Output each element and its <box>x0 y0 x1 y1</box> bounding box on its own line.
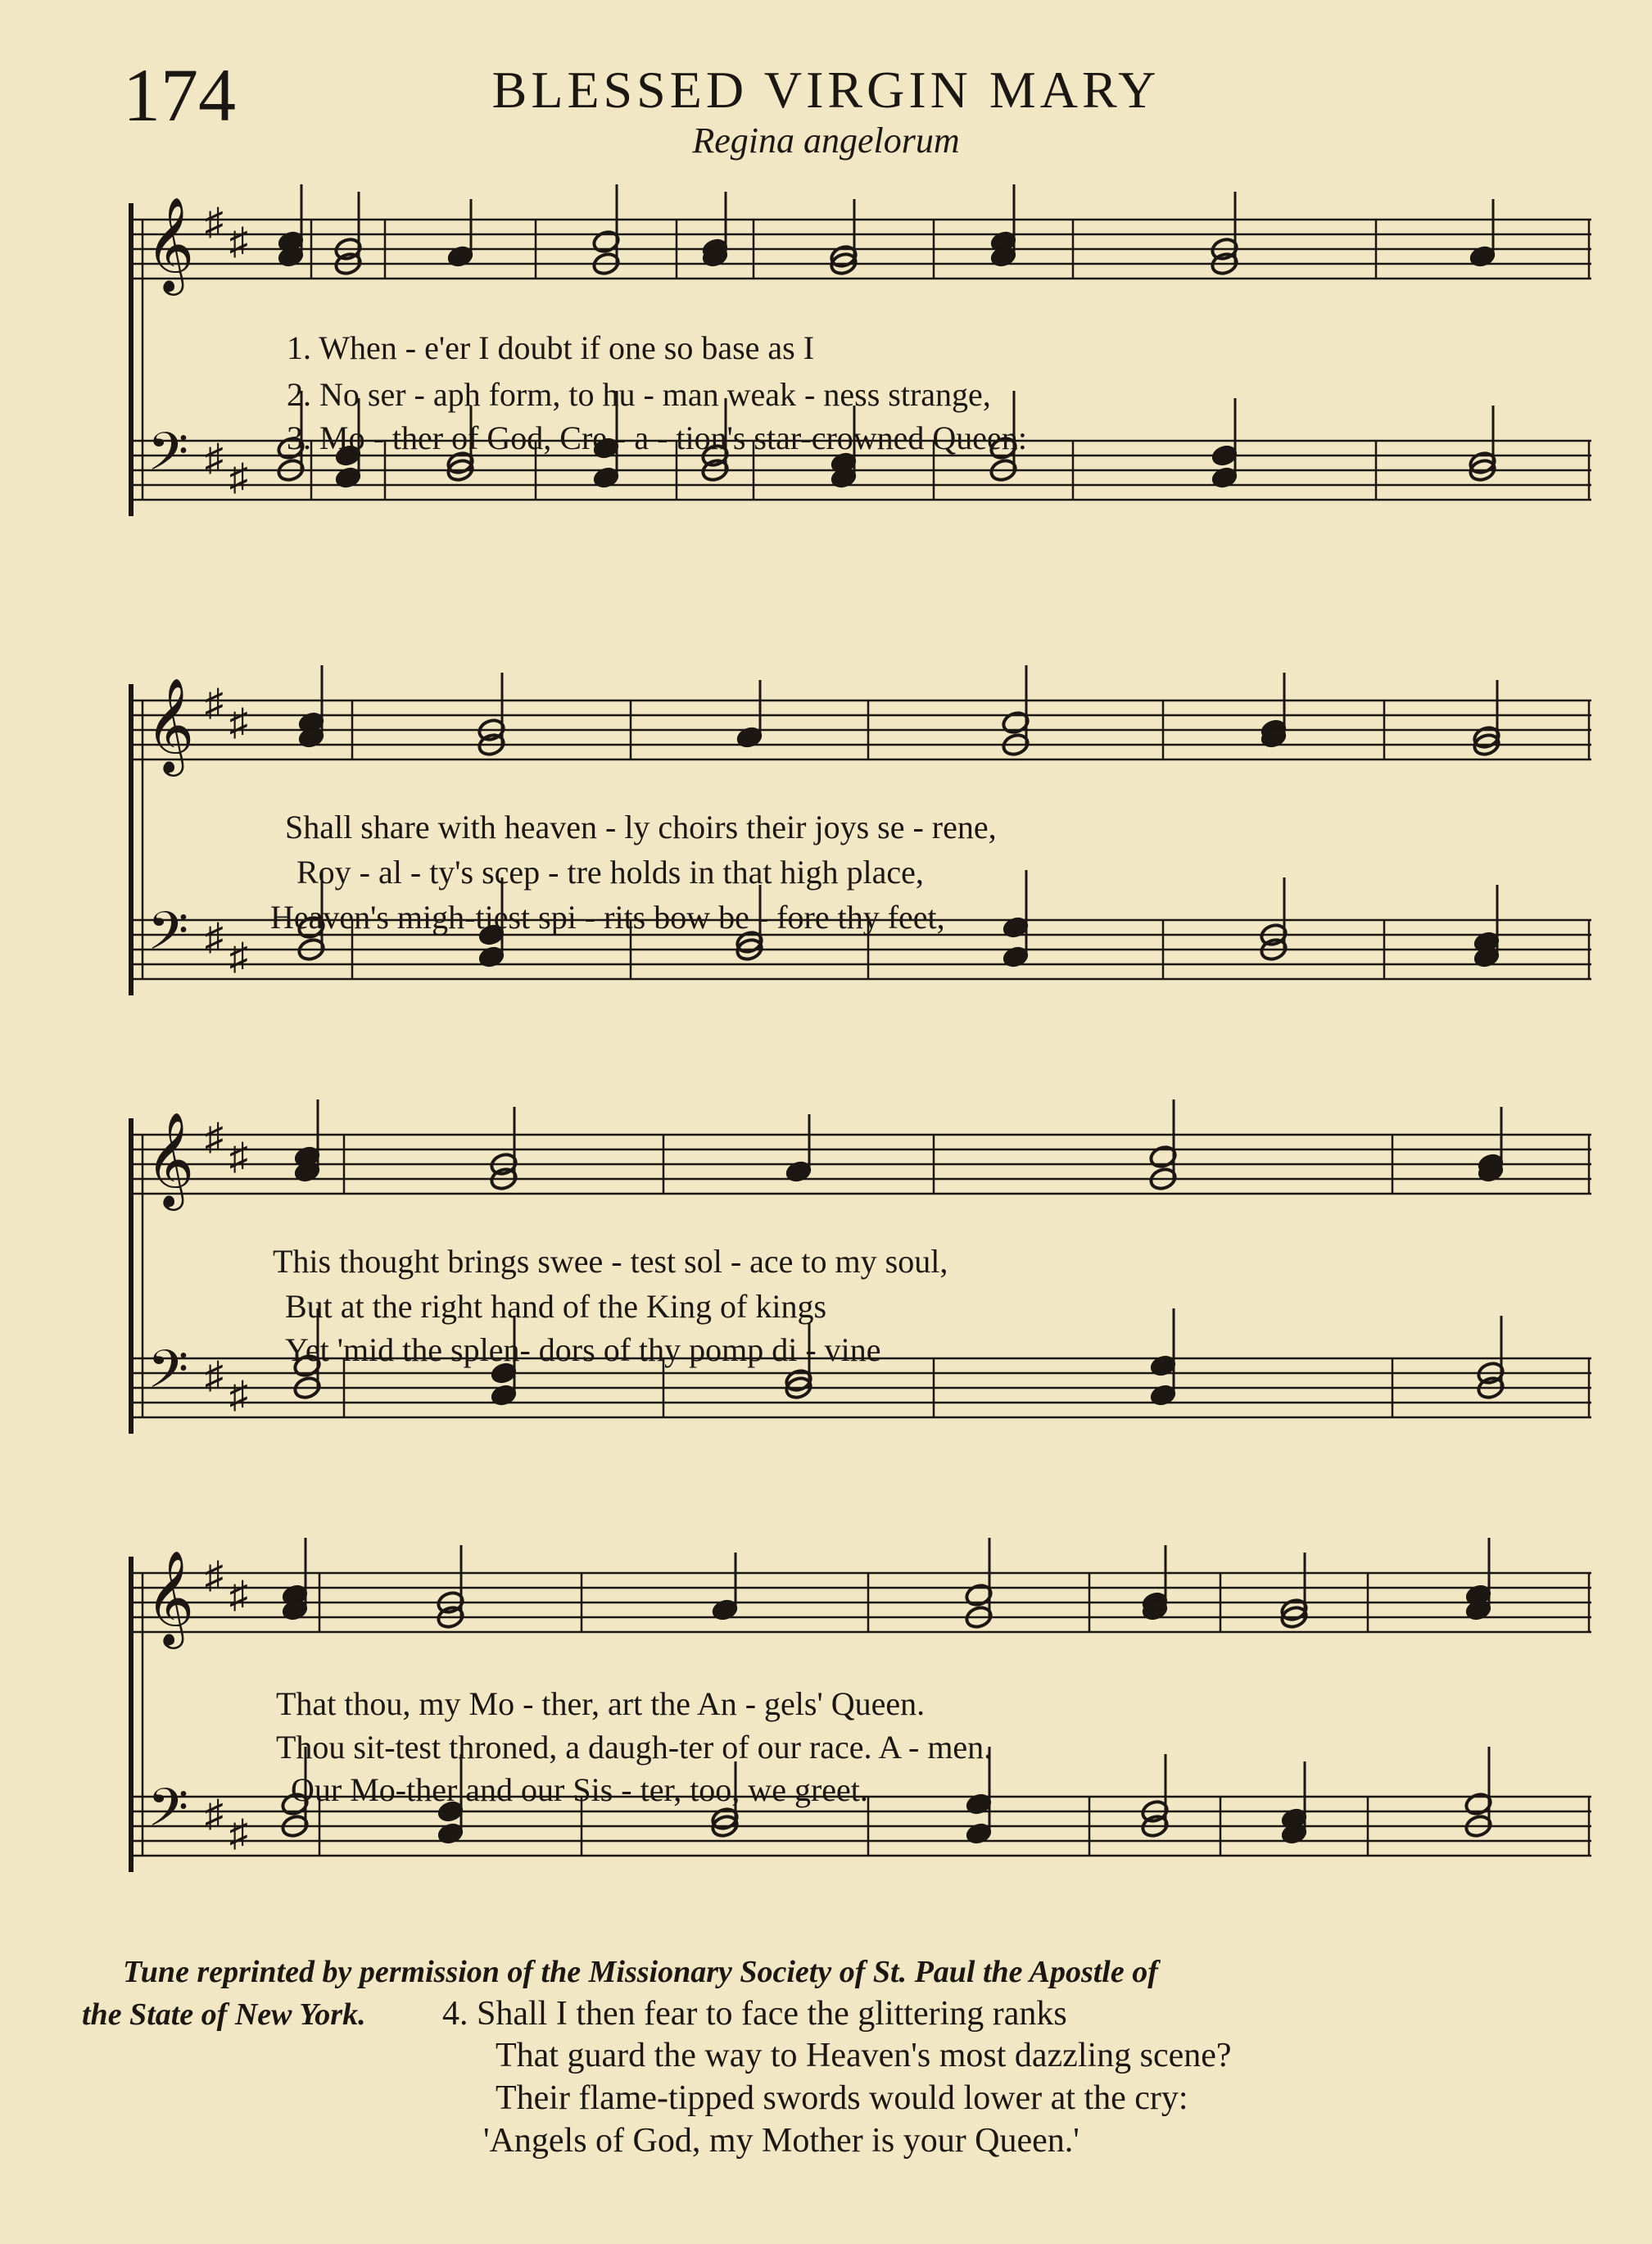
lyric-s2-v2: Roy - al - ty's scep - tre holds in that high place, <box>296 854 924 891</box>
hymn-subtitle: Regina angelorum <box>692 120 960 161</box>
sharp-icon: ♯ <box>205 1554 224 1596</box>
lyric-s3-v1: This thought brings swee - test sol - ace to my soul, <box>273 1243 948 1280</box>
sharp-icon: ♯ <box>205 201 224 243</box>
lyric-s2-v3: Heaven's migh-tiest spi - rits bow be - fore thy feet, <box>270 899 945 936</box>
bass-clef-icon: 𝄢 <box>147 422 189 496</box>
stanza4-line-3: Their flame-tipped swords would lower at the cry: <box>496 2079 1188 2117</box>
credit-line-1: Tune reprinted by permission of the Missionary Society of St. Paul the Apostle of <box>123 1955 1158 1989</box>
bass-clef-icon: 𝄢 <box>147 901 189 975</box>
sharp-icon: ♯ <box>205 1116 224 1158</box>
treble-clef-icon: 𝄞 <box>146 196 195 292</box>
sharp-icon: ♯ <box>205 1793 224 1834</box>
sharp-icon: ♯ <box>229 1136 248 1177</box>
sharp-icon: ♯ <box>229 936 248 977</box>
lyric-s3-v3: Yet 'mid the splen- dors of thy pomp di - vine <box>285 1331 881 1368</box>
sharp-icon: ♯ <box>205 682 224 723</box>
hymn-title: BLESSED VIRGIN MARY <box>491 61 1161 119</box>
sharp-icon: ♯ <box>229 456 248 498</box>
lyric-s1-v3: 3. Mo - ther of God, Cre - a - tion's star-crowned Queen: <box>287 419 1027 456</box>
treble-clef-icon: 𝄞 <box>146 1111 195 1207</box>
sharp-icon: ♯ <box>229 1812 248 1854</box>
bass-clef-icon: 𝄢 <box>147 1340 189 1413</box>
sharp-icon: ♯ <box>205 1354 224 1396</box>
stanza4-line-4: 'Angels of God, my Mother is your Queen.' <box>483 2122 1079 2160</box>
treble-clef-icon: 𝄞 <box>146 1549 195 1645</box>
sharp-icon: ♯ <box>229 1574 248 1616</box>
lyric-s4-v1: That thou, my Mo - ther, art the An - gels' Queen. <box>276 1685 926 1722</box>
sharp-icon: ♯ <box>229 701 248 743</box>
sharp-icon: ♯ <box>229 1374 248 1416</box>
lyric-s4-v3: Our Mo-ther and our Sis - ter, too, we greet. <box>291 1771 868 1808</box>
lyric-s4-v2: Thou sit-test throned, a daugh-ter of our race. A - men. <box>276 1729 993 1766</box>
lyric-s1-v1 <box>287 329 815 366</box>
treble-clef-icon: 𝄞 <box>146 677 195 773</box>
lyric-s1-v2: 2. No ser - aph form, to hu - man weak - ness strange, <box>287 376 991 413</box>
page-number: 174 <box>123 53 236 137</box>
stanza4-line-1: 4. Shall I then fear to face the glittering ranks <box>442 1995 1067 2033</box>
sharp-icon: ♯ <box>205 437 224 478</box>
stanza4-line-2: That guard the way to Heaven's most dazzling scene? <box>496 2037 1232 2074</box>
sharp-icon: ♯ <box>229 220 248 262</box>
sharp-icon: ♯ <box>205 916 224 958</box>
lyric-line: 1. When - e'er I doubt if one so base as I <box>287 329 815 366</box>
bass-clef-icon: 𝄢 <box>147 1778 189 1852</box>
credit-line-2: the State of New York. <box>82 1997 366 2032</box>
lyric-s3-v2: But at the right hand of the King of kings <box>285 1288 827 1325</box>
lyric-s2-v1: Shall share with heaven - ly choirs their joys se - rene, <box>285 809 997 845</box>
